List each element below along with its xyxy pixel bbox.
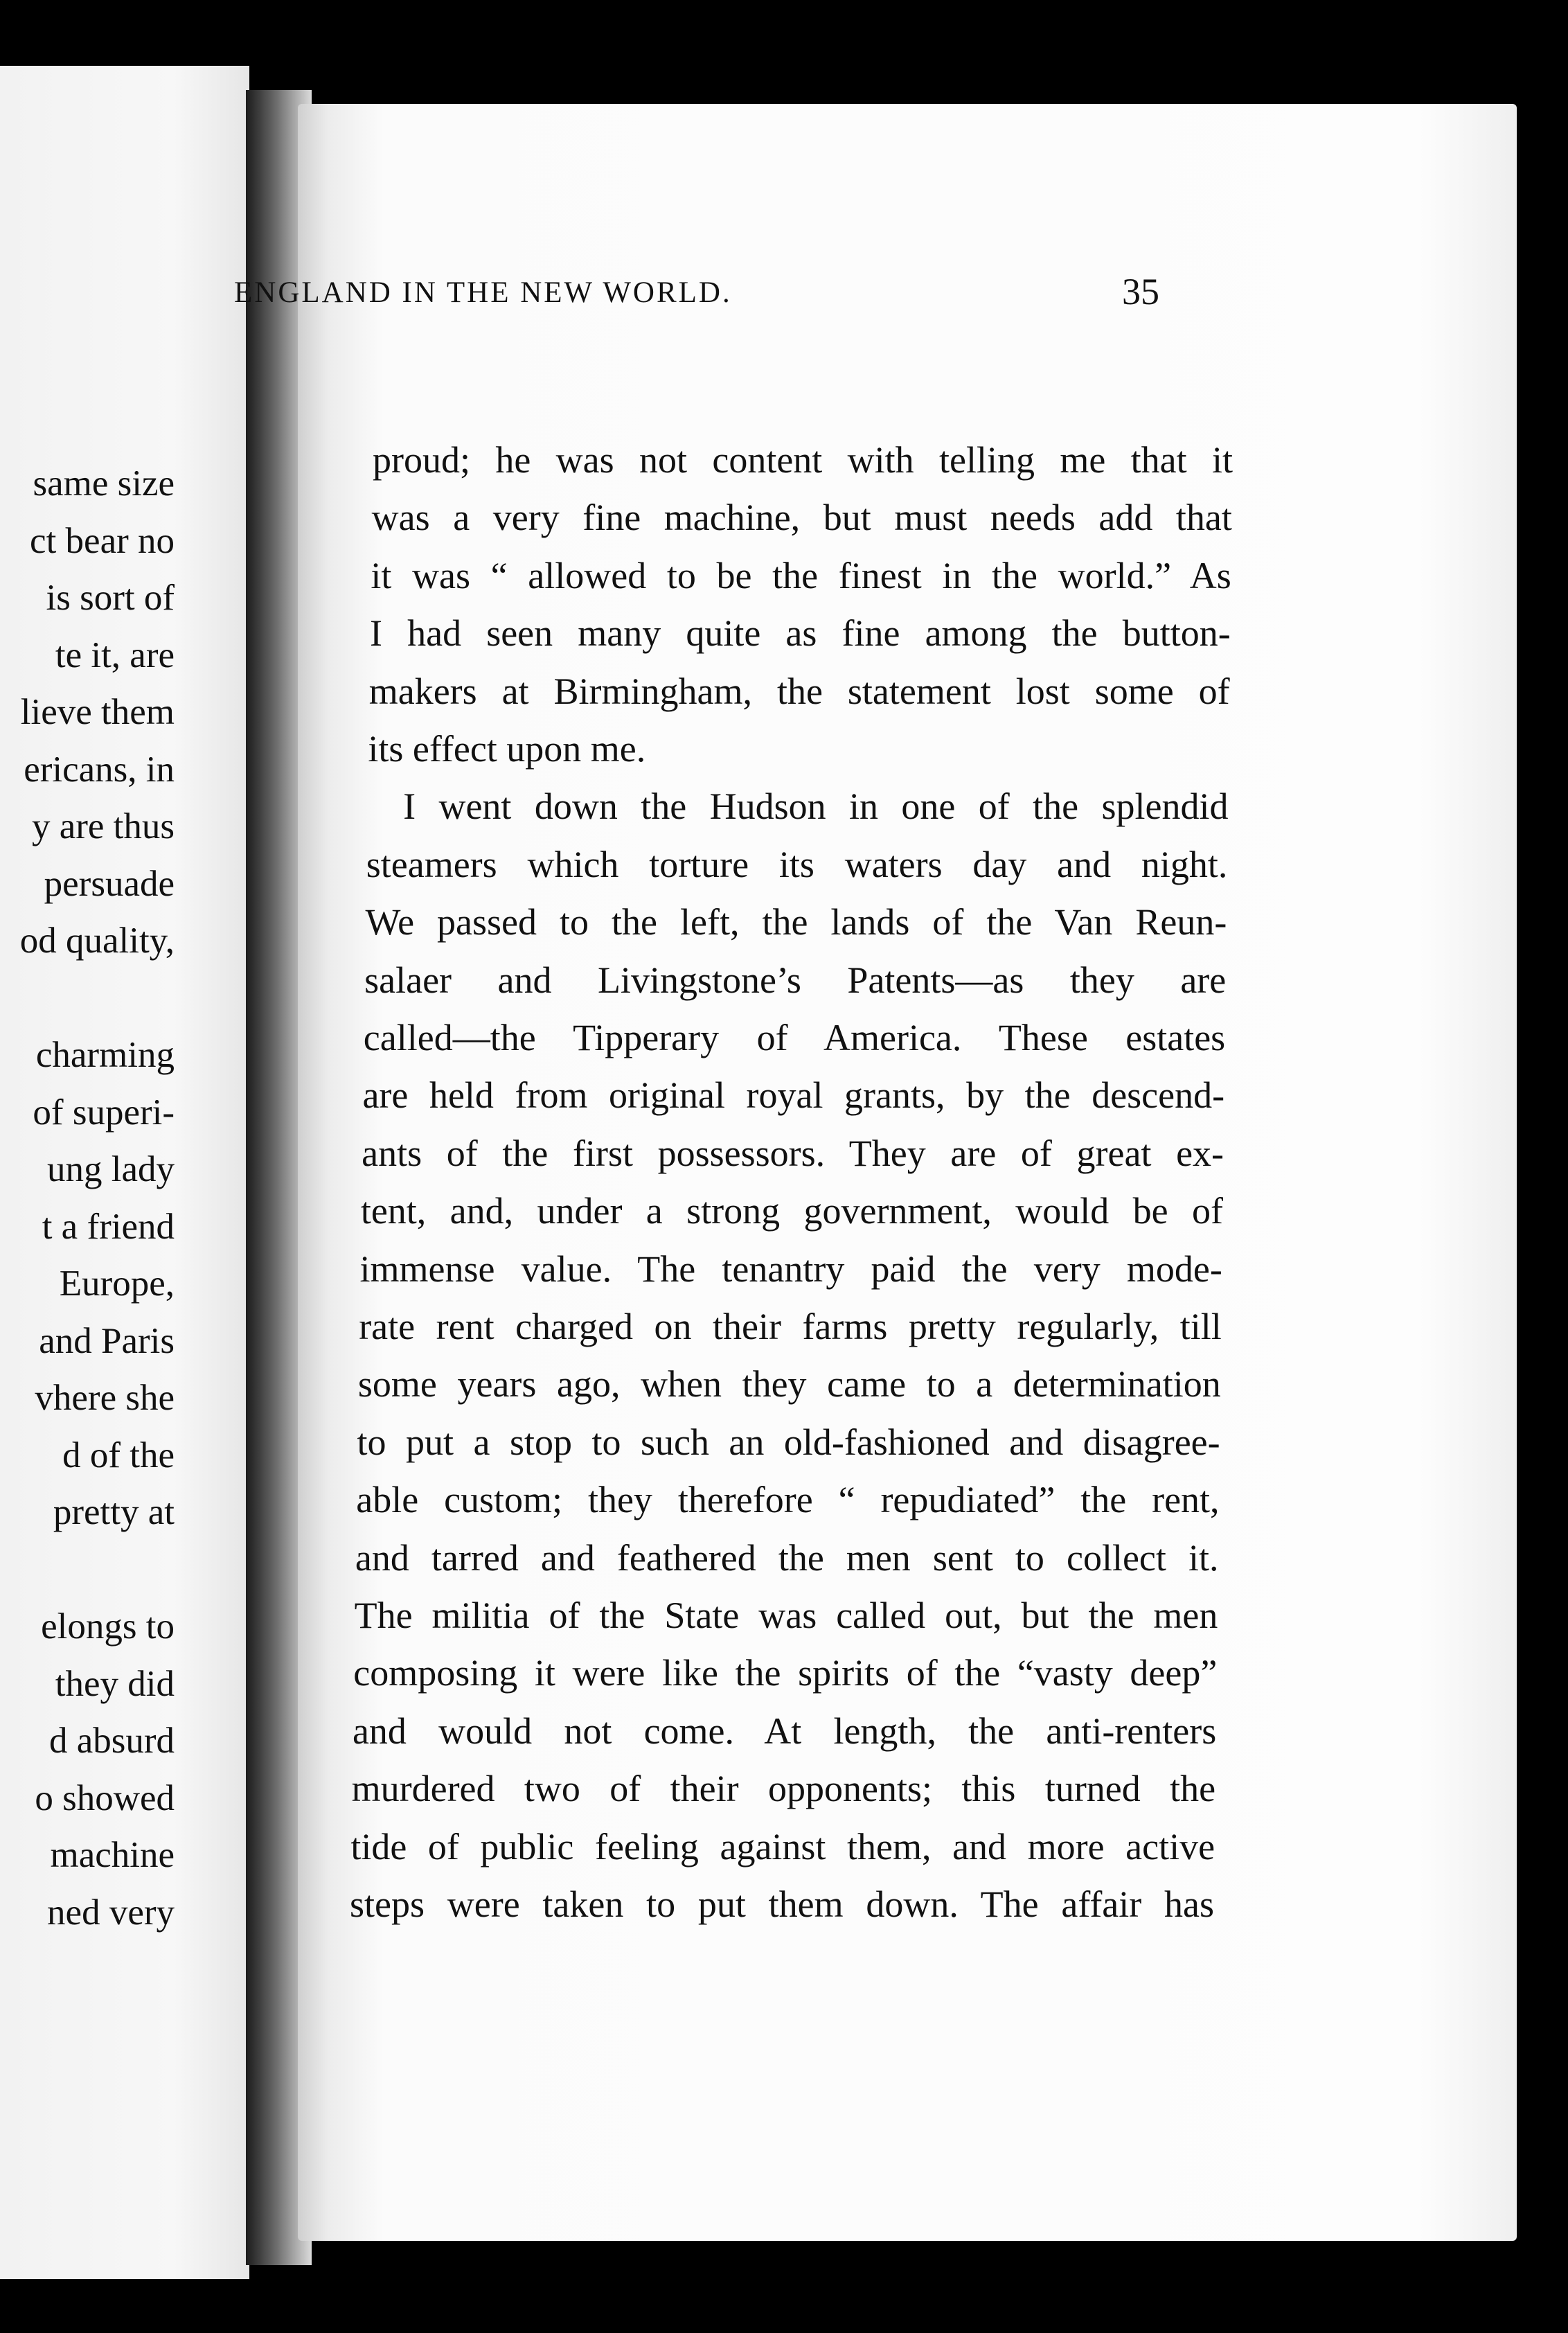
- left-page-line: and Paris: [39, 1320, 175, 1361]
- left-page-line: y are thus: [31, 806, 175, 846]
- page-number: 35: [1122, 271, 1159, 312]
- left-page-line: machine: [50, 1835, 175, 1875]
- body-line: ants of the first possessors. They are of great ex-: [362, 1132, 1224, 1174]
- body-line: steamers which torture its waters day and night.: [366, 843, 1228, 885]
- body-line: makers at Birmingham, the statement lost some of: [368, 670, 1230, 712]
- left-page-line: od quality,: [19, 921, 175, 961]
- body-line: some years ago, when they came to a determination: [357, 1363, 1221, 1405]
- body-line: to put a stop to such an old-fashioned and disagree-: [357, 1421, 1220, 1463]
- left-page-line: charming: [35, 1035, 175, 1075]
- body-line: immense value. The tenantry paid the very mode-: [359, 1248, 1222, 1290]
- body-line: tent, and, under a strong government, would be of: [360, 1190, 1223, 1232]
- body-line: salaer and Livingstone’s Patents—as they are: [364, 959, 1227, 1001]
- body-line: able custom; they therefore “ repudiated” the rent,: [356, 1479, 1220, 1521]
- left-page-line: t a friend: [42, 1206, 175, 1247]
- body-line: was a very fine machine, but must needs add that: [371, 497, 1232, 539]
- left-page-line: same size: [33, 463, 175, 504]
- body-line: composing it were like the spirits of the “vasty deep”: [353, 1652, 1218, 1694]
- running-title: ENGLAND IN THE NEW WORLD.: [234, 276, 732, 309]
- left-page-line: of superi-: [33, 1092, 175, 1133]
- body-line: tide of public feeling against them, and more active: [350, 1825, 1215, 1868]
- body-line: The militia of the State was called out, but the men: [354, 1595, 1218, 1636]
- left-page-line: Europe,: [59, 1263, 175, 1304]
- body-line: its effect upon me.: [368, 728, 646, 770]
- body-line: steps were taken to put them down. The affair has: [350, 1883, 1214, 1925]
- left-page-line: te it, are: [55, 635, 175, 675]
- left-page-line: ericans, in: [24, 749, 175, 790]
- left-page-line: d of the: [62, 1435, 175, 1475]
- body-line: and tarred and feathered the men sent to collect it.: [355, 1536, 1219, 1579]
- left-page-line: ned very: [47, 1892, 175, 1933]
- body-line: are held from original royal grants, by the descend-: [362, 1074, 1225, 1117]
- body-line: rate rent charged on their farms pretty regularly, till: [359, 1306, 1222, 1347]
- left-page-line: ung lady: [47, 1149, 175, 1189]
- left-page-line: vhere she: [35, 1378, 175, 1418]
- left-page-line: ct bear no: [30, 520, 175, 561]
- left-page-line: pretty at: [53, 1492, 175, 1532]
- left-page-line: o showed: [35, 1777, 175, 1818]
- body-line: I had seen many quite as fine among the button-: [370, 612, 1231, 655]
- left-page-line: they did: [55, 1663, 175, 1704]
- body-line: and would not come. At length, the anti-renters: [352, 1710, 1217, 1752]
- body-line: I went down the Hudson in one of the splendid: [403, 786, 1229, 828]
- left-page: [0, 66, 249, 2279]
- body-line: it was “ allowed to be the finest in the world.” As: [371, 554, 1231, 596]
- body-line: called—the Tipperary of America. These estates: [363, 1017, 1226, 1058]
- body-line: We passed to the left, the lands of the Van Reun-: [365, 901, 1227, 943]
- body-line: proud; he was not content with telling me that it: [373, 439, 1233, 481]
- left-page-line: persuade: [44, 863, 175, 904]
- left-page-line: lieve them: [20, 692, 175, 732]
- left-page-line: is sort of: [46, 578, 175, 618]
- left-page-line: d absurd: [48, 1721, 175, 1761]
- left-page-line: elongs to: [41, 1606, 175, 1647]
- body-line: murdered two of their opponents; this turned the: [351, 1768, 1216, 1810]
